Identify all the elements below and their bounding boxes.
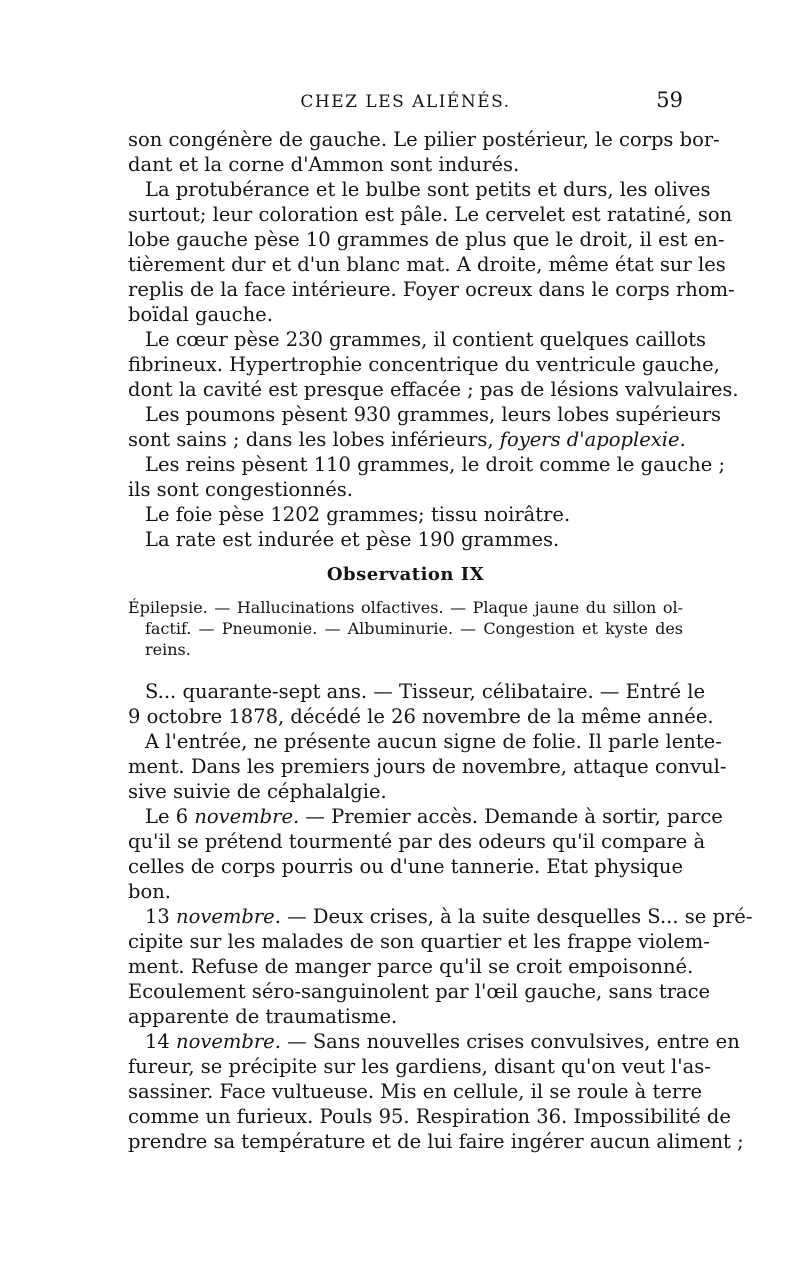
line-text: comme un furieux. Pouls 95. Respiration 36. Impossibilité de bbox=[128, 1105, 731, 1128]
text-line bbox=[128, 979, 711, 1004]
text-line bbox=[128, 1129, 744, 1154]
line-text: sassiner. Face vultueuse. Mis en cellule, il se roule à terre bbox=[128, 1080, 703, 1103]
line-text: replis de la face intérieure. Foyer ocreux dans le corps rhom- bbox=[128, 278, 735, 301]
text-line bbox=[128, 377, 739, 402]
text-line bbox=[128, 1054, 711, 1079]
text-line bbox=[128, 452, 726, 477]
text-line bbox=[128, 829, 706, 854]
summary-line bbox=[128, 639, 683, 660]
text-line bbox=[128, 427, 686, 452]
line-text: La protubérance et le bulbe sont petits et durs, les olives bbox=[145, 178, 711, 201]
text-line bbox=[128, 954, 694, 979]
line-text: sont sains ; dans les lobes inférieurs, bbox=[128, 428, 494, 451]
autopsy-text bbox=[128, 127, 739, 552]
text-line bbox=[128, 879, 683, 904]
line-text: fureur, se précipite sur les gardiens, disant qu'on veut l'as- bbox=[128, 1055, 711, 1078]
italic-text: foyers d'apoplexie. bbox=[499, 428, 686, 451]
text-line bbox=[128, 1079, 703, 1104]
text-line bbox=[128, 152, 683, 177]
observation-text bbox=[128, 679, 753, 1154]
text-line bbox=[128, 202, 733, 227]
line-text: cipite sur les malades de son quartier et les frappe violem- bbox=[128, 930, 710, 953]
line-text: — Sans nouvelles crises convulsives, entre en bbox=[287, 1030, 740, 1053]
line-text: Les reins pèsent 110 grammes, le droit comme le gauche ; bbox=[145, 453, 726, 476]
text-line bbox=[128, 527, 683, 552]
line-text: — Deux crises, à la suite desquelles S... se pré- bbox=[287, 905, 753, 928]
line-text: 13 bbox=[145, 905, 170, 928]
line-text: 14 bbox=[145, 1030, 170, 1053]
line-text: factif. — Pneumonie. — Albuminurie. — Congestion et kyste des bbox=[145, 619, 683, 638]
line-text: Épilepsie. — Hallucinations olfactives. — Plaque jaune du sillon ol- bbox=[128, 598, 683, 617]
line-text: A l'entrée, ne présente aucun signe de folie. Il parle lente- bbox=[145, 730, 722, 753]
line-text: dont la cavité est presque effacée ; pas de lésions valvulaires. bbox=[128, 378, 739, 401]
text-line bbox=[128, 1104, 731, 1129]
text-line bbox=[128, 679, 706, 704]
line-text: reins. bbox=[145, 640, 191, 659]
text-line bbox=[128, 502, 683, 527]
text-line bbox=[128, 729, 722, 754]
line-text: ment. Dans les premiers jours de novembre, attaque convul- bbox=[128, 755, 727, 778]
text-line bbox=[128, 1004, 683, 1029]
text-line bbox=[128, 779, 683, 804]
text-line bbox=[128, 477, 683, 502]
page-header bbox=[128, 88, 683, 118]
text-line bbox=[128, 754, 727, 779]
line-text: Le cœur pèse 230 grammes, il contient quelques caillots bbox=[145, 328, 707, 351]
italic-text: novembre. bbox=[176, 905, 281, 928]
line-text: Le 6 bbox=[145, 805, 189, 828]
line-text: ils sont congestionnés. bbox=[128, 478, 353, 501]
text-line bbox=[128, 352, 720, 377]
line-text: — Premier accès. Demande à sortir, parce bbox=[305, 805, 723, 828]
text-line bbox=[128, 327, 707, 352]
text-line bbox=[128, 252, 726, 277]
text-line bbox=[128, 177, 711, 202]
line-text: Les poumons pèsent 930 grammes, leurs lobes supérieurs bbox=[145, 403, 722, 426]
line-text: Ecoulement séro-sanguinolent par l'œil gauche, sans trace bbox=[128, 980, 711, 1003]
italic-text: novembre. bbox=[176, 1030, 281, 1053]
line-text: dant et la corne d'Ammon sont indurés. bbox=[128, 153, 520, 176]
running-title: CHEZ LES ALIÉNÉS. bbox=[300, 92, 511, 112]
line-text: lobe gauche pèse 10 grammes de plus que le droit, il est en- bbox=[128, 228, 725, 251]
line-text: S... quarante-sept ans. — Tisseur, célibataire. — Entré le bbox=[145, 680, 706, 703]
line-text: son congénère de gauche. Le pilier postérieur, le corps bor- bbox=[128, 128, 720, 151]
line-text: fibrineux. Hypertrophie concentrique du ventricule gauche, bbox=[128, 353, 720, 376]
page-number: 59 bbox=[656, 88, 683, 112]
line-text: La rate est indurée et pèse 190 grammes. bbox=[145, 528, 560, 551]
italic-text: novembre. bbox=[194, 805, 300, 828]
line-text: celles de corps pourris ou d'une tannerie. Etat physique bbox=[128, 855, 683, 878]
text-line bbox=[128, 227, 725, 252]
observation-summary bbox=[128, 597, 683, 660]
summary-line bbox=[128, 618, 683, 639]
line-text: qu'il se prétend tourmenté par des odeurs qu'il compare à bbox=[128, 830, 706, 853]
line-text: boïdal gauche. bbox=[128, 303, 273, 326]
line-text: tièrement dur et d'un blanc mat. A droite, même état sur les bbox=[128, 253, 726, 276]
line-text: surtout; leur coloration est pâle. Le cervelet est ratatiné, son bbox=[128, 203, 733, 226]
line-text: 9 octobre 1878, décédé le 26 novembre de la même année. bbox=[128, 705, 714, 728]
text-line bbox=[128, 1029, 740, 1054]
text-line bbox=[128, 127, 720, 152]
line-text: prendre sa température et de lui faire ingérer aucun aliment ; bbox=[128, 1130, 744, 1153]
summary-line bbox=[128, 597, 683, 618]
text-line bbox=[128, 302, 683, 327]
text-line bbox=[128, 277, 735, 302]
text-line bbox=[128, 904, 753, 929]
text-line bbox=[128, 402, 722, 427]
text-line bbox=[128, 804, 723, 829]
line-text: ment. Refuse de manger parce qu'il se croit empoisonné. bbox=[128, 955, 694, 978]
text-line bbox=[128, 854, 683, 879]
line-text: Le foie pèse 1202 grammes; tissu noirâtre. bbox=[145, 503, 571, 526]
text-line bbox=[128, 704, 714, 729]
line-text: bon. bbox=[128, 880, 171, 903]
observation-title: Observation IX bbox=[326, 564, 485, 585]
line-text: sive suivie de céphalalgie. bbox=[128, 780, 387, 803]
text-line bbox=[128, 929, 710, 954]
line-text: apparente de traumatisme. bbox=[128, 1005, 398, 1028]
